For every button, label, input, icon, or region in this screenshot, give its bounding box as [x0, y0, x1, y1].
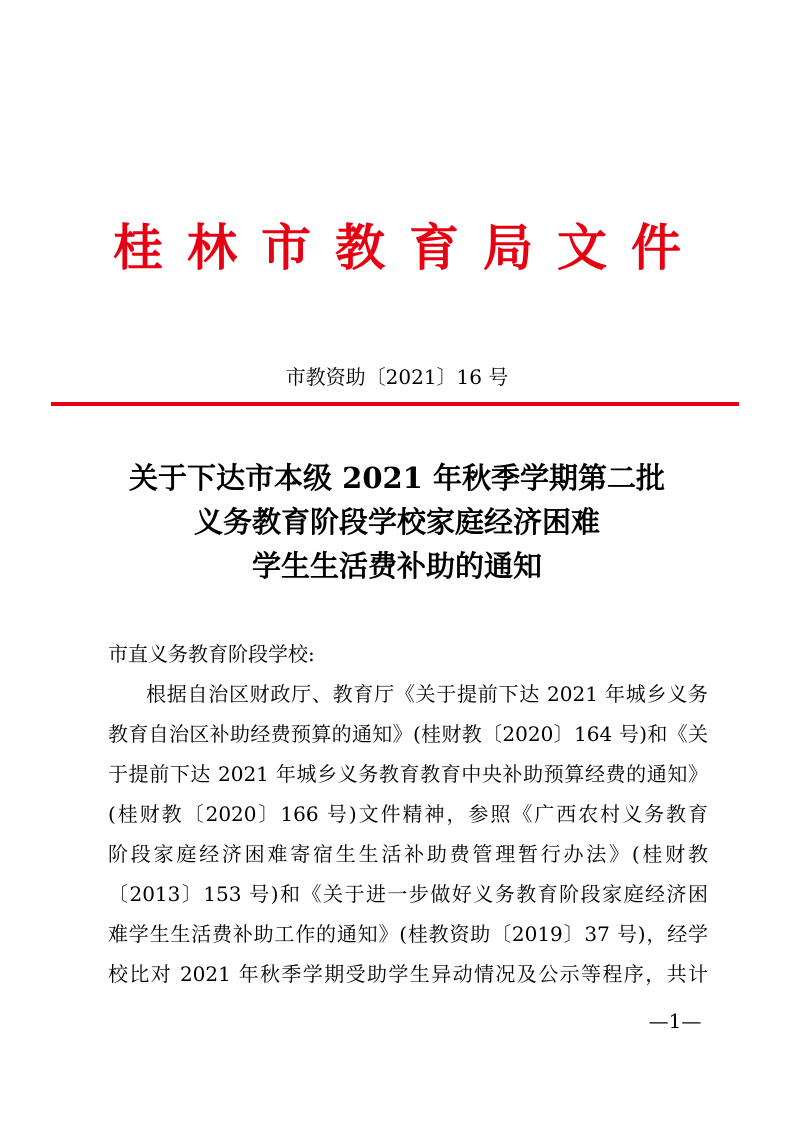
body-line: 根据自治区财政厅、教育厅《关于提前下达 2021 年城乡义务: [146, 682, 708, 706]
addressee: 市直义务教育阶段学校:: [108, 642, 315, 666]
red-divider-rule: [51, 402, 739, 406]
body-line: (桂财教〔2020〕166 号)文件精神，参照《广西农村义务教育: [108, 802, 708, 826]
notice-title-line: 关于下达市本级 2021 年秋季学期第二批: [129, 461, 665, 495]
body-line: 难学生生活费补助工作的通知》(桂教资助〔2019〕37 号)，经学: [108, 922, 708, 946]
document-number: 市教资助〔2021〕16 号: [285, 365, 509, 389]
notice-title-line: 学生生活费补助的通知: [251, 549, 542, 583]
notice-title-line: 义务教育阶段学校家庭经济困难: [193, 505, 600, 539]
notice-title: [0, 456, 794, 588]
body-paragraph: [108, 674, 708, 994]
body-line: 阶段家庭经济困难寄宿生生活补助费管理暂行办法》(桂财教: [108, 842, 708, 866]
body-line: 校比对 2021 年秋季学期受助学生异动情况及公示等程序，共计: [108, 962, 708, 986]
page-number: —1—: [648, 1009, 702, 1033]
issuer-header-title: 桂林市教育局文件: [113, 218, 705, 277]
body-line: 〔2013〕153 号)和《关于进一步做好义务教育阶段家庭经济困: [108, 882, 708, 906]
body-line: 教育自治区补助经费预算的通知》(桂财教〔2020〕164 号)和《关: [108, 722, 708, 746]
body-line: 于提前下达 2021 年城乡义务教育教育中央补助预算经费的通知》: [108, 762, 708, 786]
